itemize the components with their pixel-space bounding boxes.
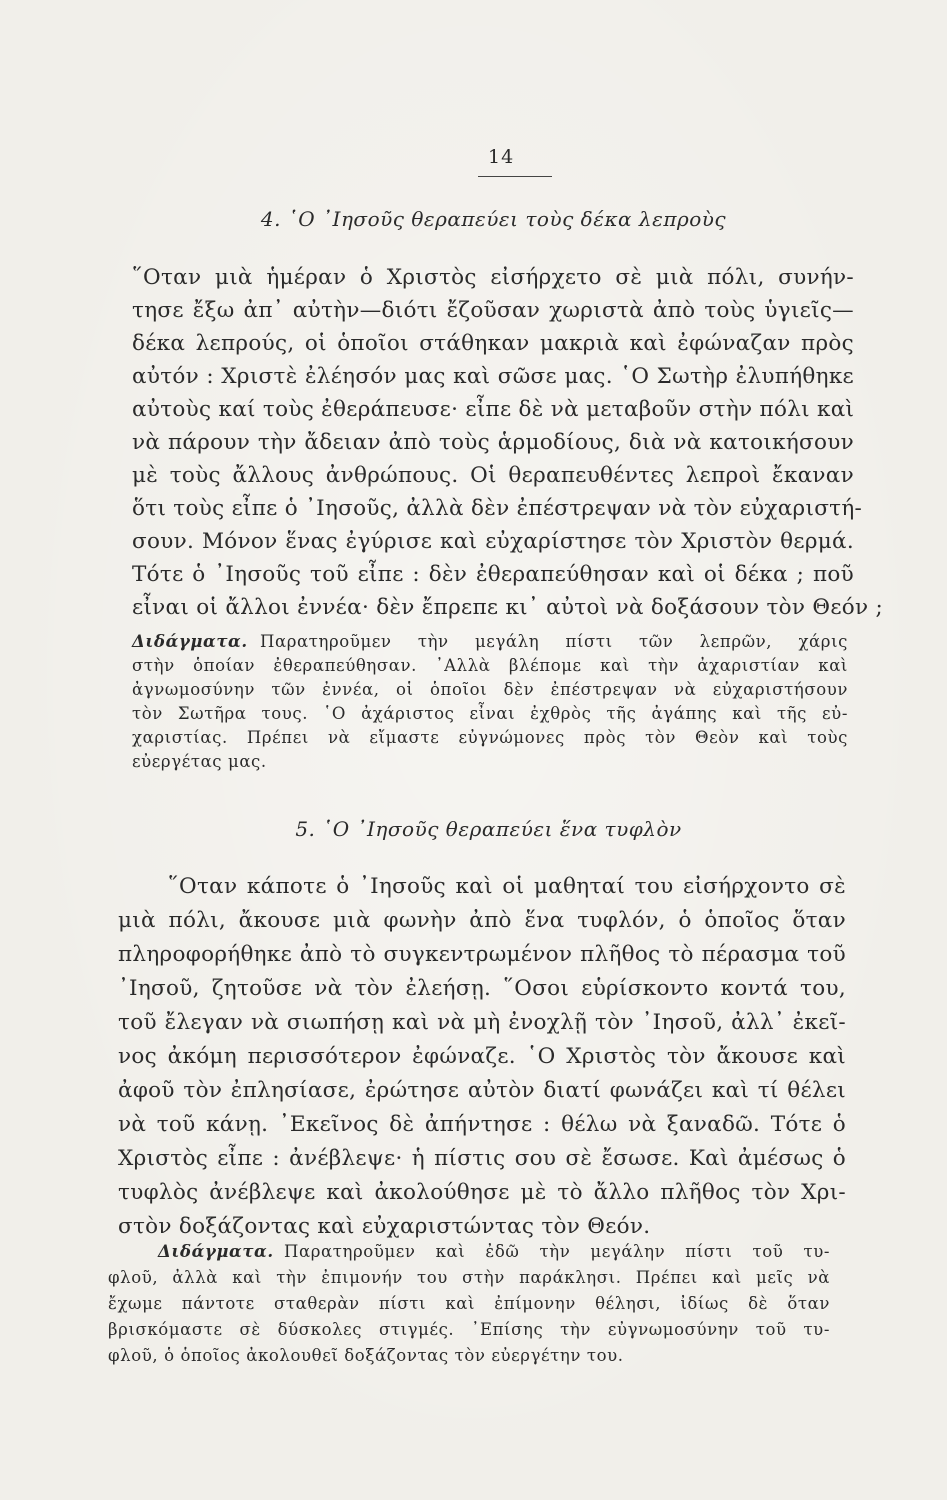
lesson-label: Διδάγματα. — [132, 632, 248, 651]
section-heading-blind-man: 5. ῾Ο ᾿Ιησοῦς θεραπεύει ἕνα τυφλὸν — [295, 817, 682, 841]
page-number: 14 — [488, 146, 515, 168]
section-heading-lepers: 4. ῾Ο ᾿Ιησοῦς θεραπεύει τοὺς δέκα λεπροὺς — [260, 207, 727, 231]
lesson-label: Διδάγματα. — [158, 1242, 274, 1261]
page-number-rule — [478, 176, 552, 177]
book-page: 14 4. ῾Ο ᾿Ιησοῦς θεραπεύει τοὺς δέκα λεπροὺς ῞Οταν μιὰ ἡμέραν ὁ Χριστὸς εἰσήρχετο σὲ μιὰ πόλι, συνήν- τησε ἔξω ἀπ᾿ αὐτὴν—διότι ἔζοῦσαν χωριστὰ ἀπὸ τοὺς ὑγιεῖς— δέκα λεπρούς, οἱ ὁποῖοι στάθηκαν μακριὰ καὶ ἐφώναζαν πρὸς αὐτόν : Χριστὲ ἐλέησόν μας καὶ σῶσε μας. ῾Ο Σωτὴρ ἐλυπήθηκε αὐτοὺς καί τοὺς ἐθεράπευσε· εἶπε δὲ νὰ μεταβοῦν στὴν πόλι καὶ νὰ πάρουν τὴν ἄδειαν ἀπὸ τοὺς ἁρμοδίους, διὰ νὰ κατοικήσουν μὲ τοὺς ἄλλους ἀνθρώπους. Οἱ θεραπευθέντες λεπροὶ ἔκαναν ὅτι τοὺς εἶπε ὁ ᾿Ιησοῦς, ἀλλὰ δὲν ἐπέστρεψαν νὰ τὸν εὐχαριστή- σουν. Μόνον ἕνας ἐγύρισε καὶ εὐχαρίστησε τὸν Χριστὸν θερμά. Τότε ὁ ᾿Ιησοῦς τοῦ εἶπε : δὲν ἐθεραπεύθησαν καὶ οἱ δέκα ; ποῦ εἶναι οἱ ἄλλοι ἐννέα· δὲν ἔπρεπε κι᾿ αὐτοὶ νὰ δοξάσουν τὸν Θεόν ; Διδάγματα. Παρατηροῦμεν τὴν μεγάλη πίστι τῶν λεπρῶν, χάρις στὴν ὁποίαν ἐθεραπεύθησαν. ᾿Αλλὰ βλέπομε καὶ τὴν ἀχαριστίαν καὶ ἀγνωμοσύνην τῶν ἐννέα, οἱ ὁποῖοι δὲν ἐπέστρεψαν νὰ εὐχαριστήσουν τὸν Σωτῆρα τους. ῾Ο ἀχάριστος εἶναι ἐχθρὸς τῆς ἀγάπης καὶ τῆς εὐ- χαριστίας. Πρέπει νὰ εἴμαστε εὐγνώμονες πρὸς τὸν Θεὸν καὶ τοὺς εὐεργέτας μας. 5. ῾Ο ᾿Ιησοῦς θεραπεύει ἕνα τυφλὸν ῞Οταν κάποτε ὁ ᾿Ιησοῦς καὶ οἱ μαθηταί του εἰσήρχοντο σὲ μιὰ πόλι, ἄκουσε μιὰ φωνὴν ἀπὸ ἕνα τυφλόν, ὁ ὁποῖος ὅταν πληροφορήθηκε ἀπὸ τὸ συγκεντρωμένον πλῆθος τὸ πέρασμα τοῦ ᾿Ιησοῦ, ζητοῦσε νὰ τὸν ἐλεήσῃ. ῞Οσοι εὑρίσκοντο κοντά του, τοῦ ἔλεγαν νὰ σιωπήσῃ καὶ νὰ μὴ ἐνοχλῇ τὸν ᾿Ιησοῦ, ἀλλ᾿ ἐκεῖ- νος ἀκόμη περισσότερον ἐφώναζε. ῾Ο Χριστὸς τὸν ἄκουσε καὶ ἀφοῦ τὸν ἐπλησίασε, ἐρώτησε αὐτὸν διατί φωνάζει καὶ τί θέλει νὰ τοῦ κάνῃ. ᾿Εκεῖνος δὲ ἀπήντησε : θέλω νὰ ξαναδῶ. Τότε ὁ Χριστὸς εἶπε : ἀνέβλεψε· ἡ πίστις σου σὲ ἔσωσε. Καὶ ἀμέσως ὁ τυφλὸς ἀνέβλεψε καὶ ἀκολούθησε μὲ τὸ ἄλλο πλῆθος τὸν Χρι- στὸν δοξάζοντας καὶ εὐχαριστώντας τὸν Θεόν. Διδάγματα. Παρατηροῦμεν καὶ ἐδῶ τὴν μεγάλην πίστι τοῦ τυ- φλοῦ, ἀλλὰ καὶ τὴν ἐπιμονήν του στὴν παράκλησι. Πρέπει καὶ μεῖς νὰ ἔχωμε πάντοτε σταθερὰν πίστι καὶ ἐπίμονην θέλησι, ἰδίως δὲ ὅταν βρισκόμαστε σὲ δύσκολες στιγμές. ᾿Επίσης τὴν εὐγνωμοσύνην τοῦ τυ- φλοῦ, ὁ ὁποῖος ἀκολουθεῖ δοξάζοντας τὸν εὐεργέτην του. — [0, 0, 947, 1500]
